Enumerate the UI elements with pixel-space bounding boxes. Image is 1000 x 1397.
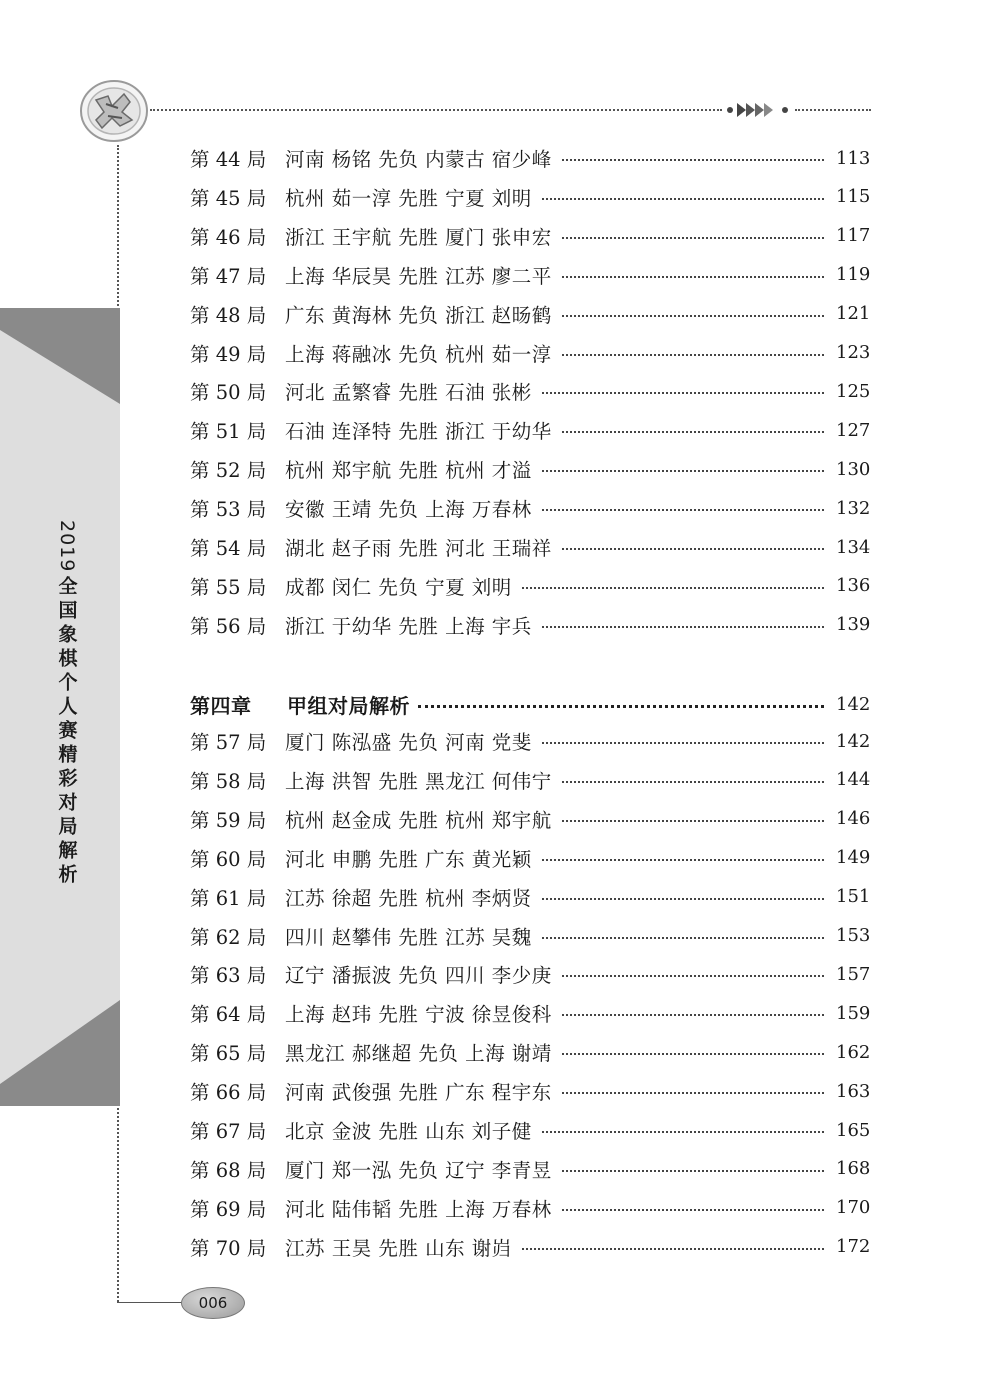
table-of-contents xyxy=(190,0,870,1397)
page-ref: 130 xyxy=(836,458,871,480)
game-number: 第 65 局 xyxy=(190,1042,267,1066)
game-number: 第 56 局 xyxy=(190,614,267,638)
dot-leader xyxy=(542,392,824,394)
game-matchup: 石油 连泽特 先胜 浙江 于幼华 xyxy=(285,420,552,444)
page-ref: 144 xyxy=(836,769,871,791)
game-matchup: 湖北 赵子雨 先胜 河北 王瑞祥 xyxy=(285,537,552,560)
toc-entry xyxy=(190,140,870,176)
page-ref: 153 xyxy=(836,925,871,946)
dot-leader xyxy=(562,548,824,550)
page-ref: 117 xyxy=(836,225,871,247)
game-matchup: 浙江 王宇航 先胜 厦门 张申宏 xyxy=(285,225,552,249)
game-matchup: 河南 武俊强 先胜 广东 程宇东 xyxy=(285,1081,552,1105)
game-matchup: 辽宁 潘振波 先负 四川 李少庚 xyxy=(285,964,552,988)
dot-leader xyxy=(418,705,824,708)
page-ref: 127 xyxy=(836,419,871,441)
game-matchup: 杭州 赵金成 先胜 杭州 郑宇航 xyxy=(285,808,552,832)
game-matchup: 北京 金波 先胜 山东 刘子健 xyxy=(285,1120,532,1143)
toc-entry xyxy=(190,1190,870,1226)
game-matchup: 河北 陆伟韬 先胜 上海 万春林 xyxy=(285,1197,552,1221)
toc-entry xyxy=(190,1229,870,1265)
dot-leader xyxy=(562,159,824,161)
game-number: 第 52 局 xyxy=(190,459,267,483)
toc-entry xyxy=(190,373,870,409)
dot-leader xyxy=(522,1248,824,1250)
toc-entry xyxy=(190,879,870,915)
spine-top-wedge xyxy=(0,308,120,408)
game-number: 第 54 局 xyxy=(190,537,267,560)
toc-entry xyxy=(190,801,870,837)
dot-leader xyxy=(562,1209,824,1211)
game-number: 第 49 局 xyxy=(190,342,267,366)
game-number: 第 61 局 xyxy=(190,886,267,910)
game-number: 第 60 局 xyxy=(190,847,267,871)
game-number: 第 64 局 xyxy=(190,1003,267,1027)
dot-leader xyxy=(562,975,824,977)
dot-leader xyxy=(562,1053,824,1055)
game-matchup: 上海 蒋融冰 先负 杭州 茹一淳 xyxy=(285,342,552,366)
page-ref: 139 xyxy=(836,614,871,636)
chapter-title: 甲组对局解析 xyxy=(287,693,410,718)
toc-entry xyxy=(190,1073,870,1109)
game-matchup: 黑龙江 郝继超 先负 上海 谢靖 xyxy=(285,1042,552,1066)
dot-leader xyxy=(522,587,824,589)
game-number: 第 67 局 xyxy=(190,1120,267,1143)
toc-entry xyxy=(190,995,870,1031)
toc-entry xyxy=(190,335,870,371)
game-matchup: 安徽 王靖 先负 上海 万春林 xyxy=(285,498,532,522)
toc-entry xyxy=(190,1151,870,1187)
dot-leader xyxy=(562,1170,824,1172)
game-number: 第 53 局 xyxy=(190,498,267,522)
game-number: 第 69 局 xyxy=(190,1197,267,1221)
game-number: 第 55 局 xyxy=(190,575,267,599)
game-number: 第 44 局 xyxy=(190,148,267,171)
dot-leader xyxy=(542,898,824,900)
game-number: 第 45 局 xyxy=(190,186,267,210)
dot-leader xyxy=(562,315,824,317)
game-number: 第 58 局 xyxy=(190,769,267,793)
page-ref: 132 xyxy=(836,497,871,519)
game-matchup: 广东 黄海林 先负 浙江 赵旸鹤 xyxy=(285,303,552,327)
dot-leader xyxy=(542,198,824,200)
page-ref: 125 xyxy=(836,380,871,402)
game-number: 第 66 局 xyxy=(190,1081,267,1105)
page-ref: 149 xyxy=(836,847,871,869)
dot-leader xyxy=(542,937,824,939)
toc-entry xyxy=(190,490,870,526)
game-number: 第 51 局 xyxy=(190,420,267,444)
game-matchup: 厦门 陈泓盛 先负 河南 党斐 xyxy=(285,731,532,754)
game-matchup: 江苏 王昊 先胜 山东 谢岿 xyxy=(285,1236,512,1260)
toc-entry xyxy=(190,218,870,254)
dot-leader xyxy=(562,237,824,239)
game-matchup: 浙江 于幼华 先胜 上海 宇兵 xyxy=(285,614,532,638)
page-ref: 113 xyxy=(836,147,871,169)
dot-leader xyxy=(562,781,824,783)
page-ref: 123 xyxy=(836,342,871,363)
dot-leader xyxy=(562,820,824,822)
page-ref: 151 xyxy=(836,886,871,908)
toc-entry xyxy=(190,257,870,293)
game-number: 第 62 局 xyxy=(190,925,267,949)
page-ref: 142 xyxy=(836,730,871,752)
toc-entry xyxy=(190,568,870,604)
page-ref: 119 xyxy=(836,264,871,286)
dot-leader xyxy=(542,626,824,628)
page-ref: 159 xyxy=(836,1002,871,1024)
toc-entry xyxy=(190,840,870,876)
spine-bottom-wedge xyxy=(0,1000,120,1106)
toc-entry xyxy=(190,296,870,332)
toc-entry xyxy=(190,1034,870,1070)
game-number: 第 70 局 xyxy=(190,1236,267,1260)
dot-leader xyxy=(542,742,824,744)
spine-title-text: 全国象棋个人赛精彩对局解析 xyxy=(55,576,78,889)
dot-leader xyxy=(562,1014,824,1016)
page-ref: 146 xyxy=(836,808,871,830)
toc-entry xyxy=(190,956,870,992)
game-number: 第 63 局 xyxy=(190,964,267,988)
game-matchup: 河北 申鹏 先胜 广东 黄光颖 xyxy=(285,847,532,871)
game-matchup: 江苏 徐超 先胜 杭州 李炳贤 xyxy=(285,886,532,910)
game-matchup: 成都 闵仁 先负 宁夏 刘明 xyxy=(285,575,512,599)
toc-entry xyxy=(190,412,870,448)
page-ref: 121 xyxy=(836,303,871,325)
page-ref: 170 xyxy=(836,1197,871,1219)
toc-entry xyxy=(190,179,870,215)
game-matchup: 上海 华辰昊 先胜 江苏 廖二平 xyxy=(285,264,552,288)
game-number: 第 50 局 xyxy=(190,381,267,405)
toc-entry xyxy=(190,1112,870,1148)
chapter-heading xyxy=(190,686,870,722)
dot-leader xyxy=(542,470,824,472)
game-number: 第 46 局 xyxy=(190,225,267,249)
page-ref: 165 xyxy=(836,1119,871,1141)
game-matchup: 河南 杨铭 先负 内蒙古 宿少峰 xyxy=(285,148,552,171)
game-matchup: 杭州 茹一淳 先胜 宁夏 刘明 xyxy=(285,186,532,210)
spine-year: 2019 xyxy=(56,520,78,573)
dot-leader xyxy=(562,276,824,278)
spine-book-title xyxy=(48,520,86,888)
game-number: 第 48 局 xyxy=(190,303,267,327)
game-matchup: 上海 洪智 先胜 黑龙江 何伟宁 xyxy=(285,769,552,793)
page-ref: 134 xyxy=(836,536,871,558)
dot-leader xyxy=(542,859,824,861)
page-ref: 142 xyxy=(836,693,871,715)
game-number: 第 59 局 xyxy=(190,808,267,832)
game-matchup: 上海 赵玮 先胜 宁波 徐昱俊科 xyxy=(285,1003,552,1027)
game-matchup: 杭州 郑宇航 先胜 杭州 才溢 xyxy=(285,459,532,483)
page-ref: 172 xyxy=(836,1236,871,1258)
toc-entry xyxy=(190,529,870,565)
dot-leader xyxy=(562,431,824,433)
page-ref: 115 xyxy=(836,186,871,208)
game-number: 第 57 局 xyxy=(190,731,267,754)
game-matchup: 四川 赵攀伟 先胜 江苏 吴魏 xyxy=(285,925,532,949)
footer-rule xyxy=(117,1302,182,1303)
game-matchup: 河北 孟繁睿 先胜 石油 张彬 xyxy=(285,381,532,405)
game-matchup: 厦门 郑一泓 先负 辽宁 李青昱 xyxy=(285,1158,552,1182)
page-number: 006 xyxy=(198,1294,228,1312)
dot-leader xyxy=(542,1131,824,1133)
toc-entry xyxy=(190,762,870,798)
page-ref: 168 xyxy=(836,1158,871,1180)
dot-leader xyxy=(562,1092,824,1094)
dot-leader xyxy=(542,509,824,511)
dot-leader xyxy=(562,354,824,356)
toc-entry xyxy=(190,723,870,759)
toc-entry xyxy=(190,918,870,954)
page-ref: 163 xyxy=(836,1080,871,1102)
toc-entry xyxy=(190,607,870,643)
chapter-label: 第四章 xyxy=(190,693,252,718)
game-number: 第 68 局 xyxy=(190,1158,267,1182)
toc-entry xyxy=(190,451,870,487)
chess-emblem-icon xyxy=(78,78,150,144)
page-ref: 157 xyxy=(836,963,871,985)
page-ref: 162 xyxy=(836,1041,871,1063)
page-ref: 136 xyxy=(836,575,871,597)
game-number: 第 47 局 xyxy=(190,264,267,288)
